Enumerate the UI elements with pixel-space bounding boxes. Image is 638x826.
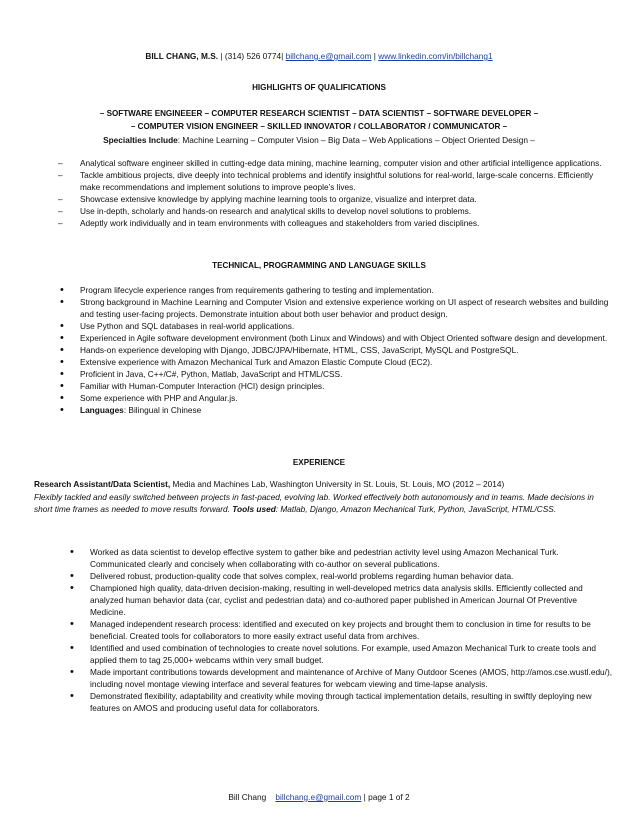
footer-email-link[interactable]: billchang.e@gmail.com [275, 792, 362, 802]
phone: | (314) 526 0774| [218, 51, 286, 61]
list-item: – Adeptly work individually and in team environments with colleagues and stakeholders from varied disciplines. [58, 217, 610, 229]
list-item: – Tackle ambitious projects, dive deeply into technical problems and identify insightful solutions for real-world, large-scale concerns. Efficiently make recommendations and implement solutions to improve people’s lives. [58, 169, 610, 193]
technical-title: TECHNICAL, PROGRAMMING AND LANGUAGE SKILLS [212, 261, 426, 270]
list-item: • Some experience with PHP and Angular.js. [58, 392, 610, 404]
tools-label: Tools used [229, 504, 276, 514]
separator: | [371, 51, 379, 61]
list-item: • Familiar with Human-Computer Interaction (HCI) design principles. [58, 380, 610, 392]
list-item: • Managed independent research process: identified and executed on key projects and brought them to conclusion in time for results to be beneficial. Created tools for collaborators to more easily extract useful data from archives. [68, 618, 613, 642]
list-item: • Experienced in Agile software development environment (both Linux and Windows) and with Object Oriented software design and development. [58, 332, 610, 344]
list-item: • Strong background in Machine Learning and Computer Vision and extensive experience working on UI aspect of research websites and building and testing user-facing projects. Demonstrate intuition about both user behavior and product design. [58, 296, 610, 320]
experience-list [68, 546, 613, 714]
list-item: – Analytical software engineer skilled in cutting-edge data mining, machine learning, computer vision and other artificial intelligence applications. [58, 157, 610, 169]
experience-title: EXPERIENCE [292, 458, 346, 467]
list-item: • Program lifecycle experience ranges from requirements gathering to testing and implementation. [58, 284, 610, 296]
list-item: • Identified and used combination of technologies to create novel solutions. For example, used Amazon Mechanical Turk to create tools and applied them to tag 25,000+ webcams within very small budget. [68, 642, 613, 666]
specialties-text: : Machine Learning – Computer Vision – Big Data – Web Applications – Object Oriented Design – [177, 135, 535, 145]
highlights-title: HIGHLIGHTS OF QUALIFICATIONS [252, 83, 386, 92]
languages-text: : Bilingual in Chinese [123, 405, 202, 415]
candidate-name: BILL CHANG, M.S. [145, 51, 219, 61]
contact-header [0, 50, 638, 62]
list-item: • Hands-on experience developing with Django, JDBC/JPA/Hibernate, HTML, CSS, JavaScript, MySQL and PostgreSQL. [58, 344, 610, 356]
list-item: • Demonstrated flexibility, adaptability and creativity while moving through tactical implementation details, resulting in swiftly deploying new features on AMOS and producing useful data for collaborators. [68, 690, 613, 714]
list-item: • Championed high quality, data-driven decision-making, resulting in well-developed metrics data analysis skills. Efficiently collected and analyzed human behavior data (car, cyclist and pedestrian data) and co-authored paper published in American Journal Of Preventive Medicine. [68, 582, 613, 618]
list-item [58, 404, 610, 416]
list-item: • Proficient in Java, C++/C#, Python, Matlab, JavaScript and HTML/CSS. [58, 368, 610, 380]
summary-text: Flexibly tackled and easily switched between projects in fast-paced, evolving lab. Worked effectively both autonomously and in teams. Made decisions in short time frames as needed to move results forward. [34, 492, 594, 514]
email-link[interactable]: billchang.e@gmail.com [285, 51, 372, 61]
linkedin-link[interactable]: www.linkedin.com/in/billchang1 [378, 51, 493, 61]
job-title: Research Assistant/Data Scientist, [34, 479, 171, 489]
job-header [34, 478, 609, 490]
specialties-label: Specialties Include [103, 135, 178, 145]
technical-list [58, 284, 610, 416]
specialties-line [0, 134, 638, 146]
page-number: page 1 of 2 [368, 792, 410, 802]
tools-text: : Matlab, Django, Amazon Mechanical Turk, Python, JavaScript, HTML/CSS. [275, 504, 557, 514]
list-item: • Extensive experience with Amazon Mechanical Turk and Amazon Elastic Compute Cloud (EC2). [58, 356, 610, 368]
job-summary [34, 491, 609, 515]
tagline-line-1: – SOFTWARE ENGINEEER – COMPUTER RESEARCH SCIENTIST – DATA SCIENTIST – SOFTWARE DEVELOPER – [99, 109, 539, 118]
highlights-list [58, 157, 610, 229]
list-item: • Worked as data scientist to develop effective system to gather bike and pedestrian activity level using Amazon Mechanical Turk. Communicated clearly and concisely when collaborating with co-author on several publications. [68, 546, 613, 570]
list-item: • Delivered robust, production-quality code that solves complex, real-world problems regarding human behavior data. [68, 570, 613, 582]
languages-label: Languages [80, 405, 124, 415]
tagline-line-2: – COMPUTER VISION ENGINEER – SKILLED INNOVATOR / COLLABORATOR / COMMUNICATOR – [130, 122, 508, 131]
job-organization: Media and Machines Lab, Washington University in St. Louis, St. Louis, MO (2012 – 2014) [170, 479, 505, 489]
list-item: • Use Python and SQL databases in real-world applications. [58, 320, 610, 332]
page-footer [0, 791, 638, 803]
footer-name: Bill Chang [228, 792, 267, 802]
list-item: – Showcase extensive knowledge by applying machine learning tools to organize, visualize and interpret data. [58, 193, 610, 205]
footer-separator: | [361, 792, 369, 802]
list-item: – Use in-depth, scholarly and hands-on research and analytical skills to develop novel solutions to problems. [58, 205, 610, 217]
list-item: • Made important contributions towards development and maintenance of Archive of Many Outdoor Scenes (AMOS, http://amos.cse.wustl.edu/), including novel montage viewing interface and several features for webcam viewing and time-lapse analysis. [68, 666, 613, 690]
